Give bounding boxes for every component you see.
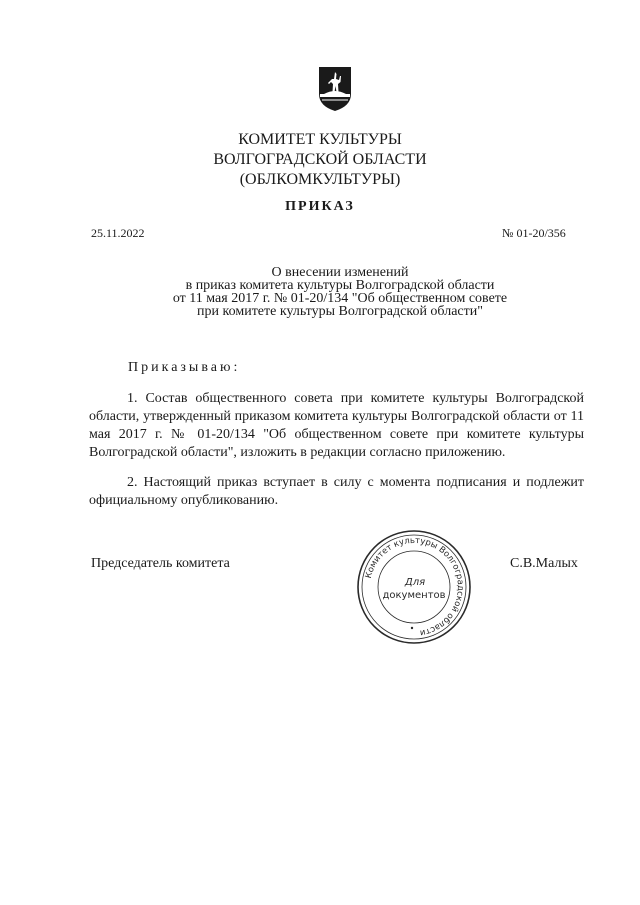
subject-line3: от 11 мая 2017 г. № 01-20/134 "Об общественном совете: [172, 291, 508, 306]
stamp-ring-text: Комитет культуры Волгоградской области: [363, 535, 466, 638]
document-date: 25.11.2022: [91, 226, 145, 240]
subject-line1: О внесении изменений: [271, 265, 409, 280]
document-number: № 01-20/356: [502, 226, 566, 240]
org-name-line2: ВОЛГОГРАДСКОЙ ОБЛАСТИ: [213, 151, 427, 168]
subject-line2: в приказ комитета культуры Волгоградской области: [185, 278, 495, 293]
stamp-center-line1: Для: [404, 577, 426, 588]
order-directive: Приказываю:: [128, 360, 241, 375]
org-name-line3: (ОБЛКОМКУЛЬТУРЫ): [239, 171, 401, 188]
signatory-name: С.В.Малых: [510, 556, 578, 571]
organization-header: [0, 130, 640, 190]
volgograd-coat-of-arms-icon: [318, 66, 352, 112]
document-type: ПРИКАЗ: [285, 199, 355, 214]
subject-line4: при комитете культуры Волгоградской области": [197, 304, 483, 319]
paragraph-1: 1. Состав общественного совета при комитете культуры Волгоградской области, утвержденный приказом комитета культуры Волгоградской области от 11 мая 2017 г. № 01-20/134 "Об общественном совете при комитете культуры Волгоградской области", изложить в редакции согласно приложению.: [89, 391, 584, 460]
signatory-title: Председатель комитета: [91, 556, 230, 571]
org-name-line1: КОМИТЕТ КУЛЬТУРЫ: [238, 131, 402, 148]
paragraph-2: 2. Настоящий приказ вступает в силу с момента подписания и подлежит официальному опубликованию.: [89, 475, 584, 508]
document-subject: [0, 266, 640, 318]
official-stamp: [355, 528, 473, 646]
stamp-center-line2: документов: [382, 590, 446, 601]
